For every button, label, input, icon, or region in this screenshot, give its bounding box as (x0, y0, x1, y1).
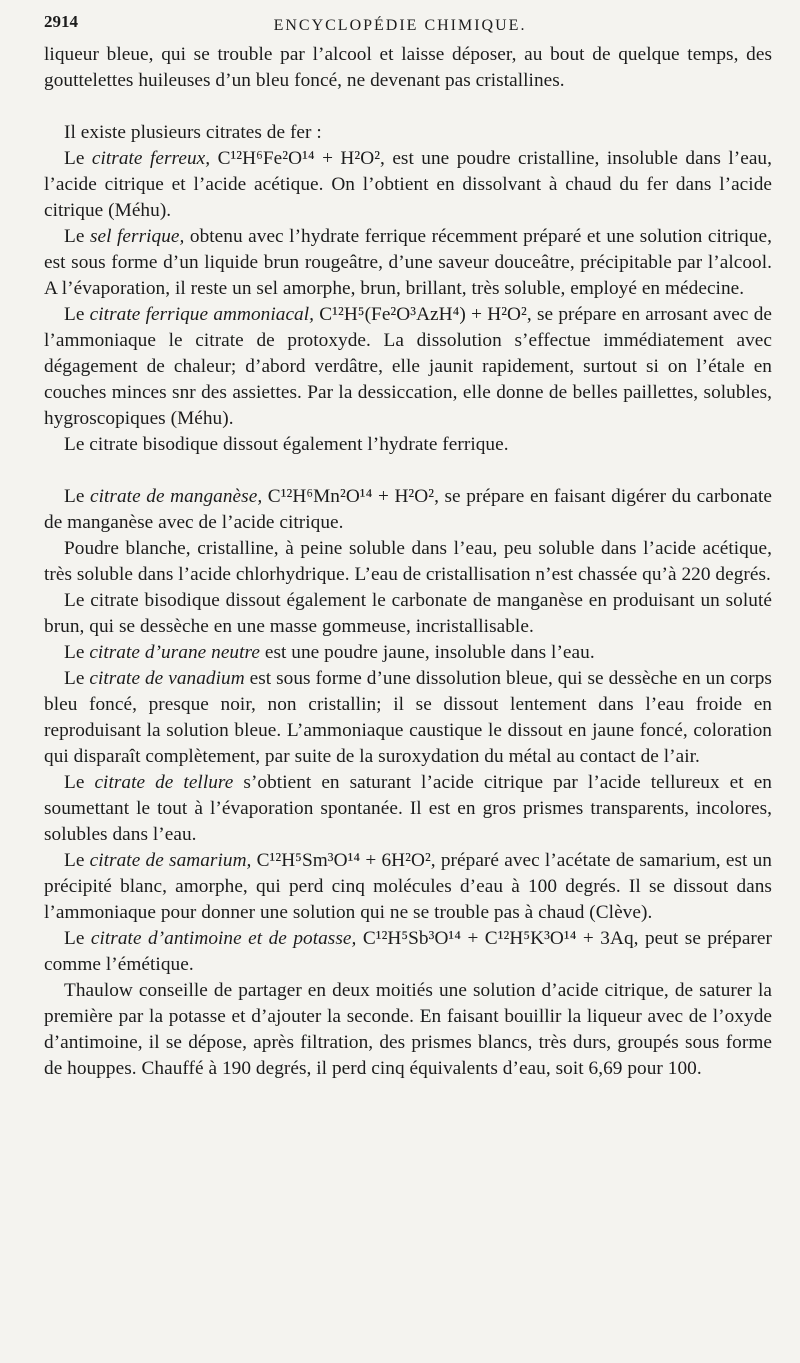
page-header (44, 12, 772, 42)
paragraph: Le citrate de samarium, C¹²H⁵Sm³O¹⁴ + 6H²O², préparé avec l’acétate de samarium, est un précipité blanc, amorphe, qui perd cinq molécules d’eau à 100 degrés. Il se dissout dans l’ammoniaque pour donner une solution qui ne se trouble pas à chaud (Clève). (44, 850, 772, 923)
paragraph: Le citrate de tellure s’obtient en saturant l’acide citrique par l’acide tellureux et en soumettant le tout à l’évaporation spontanée. Il est en gros prismes transparents, incolores, solubles dans l’eau. (44, 772, 772, 845)
paragraph: Le citrate d’urane neutre est une poudre jaune, insoluble dans l’eau. (64, 642, 595, 663)
paragraph: Le citrate ferreux, C¹²H⁶Fe²O¹⁴ + H²O², est une poudre cristalline, insoluble dans l’eau, l’acide citrique et l’acide acétique. On l’obtient en dissolvant à chaud du fer dans l’acide citrique (Méhu). (44, 148, 772, 221)
paragraph: liqueur bleue, qui se trouble par l’alcool et laisse déposer, au bout de quelque temps, des gouttelettes huileuses d’un bleu foncé, ne devenant pas cristallines. (44, 44, 772, 91)
compound-name: sel ferrique, (89, 226, 185, 247)
paragraph: Le sel ferrique, obtenu avec l’hydrate ferrique récemment préparé et une solution citrique, est sous forme d’un liquide brun rougeâtre, d’une saveur douceâtre, précipitable par l’alcool. A l’évaporation, il reste un sel amorphe, brun, brillant, très soluble, employé en médecine. (44, 226, 772, 299)
paragraph: Le citrate de vanadium est sous forme d’une dissolution bleue, qui se dessèche en un corps bleu foncé, presque noir, non cristallin; il se dissout lentement dans l’eau froide en reproduisant la solution bleue. L’ammoniaque caustique le dissout en jaune foncé, coloration qui disparaît complètement, par suite de la suroxydation du métal au contact de l’air. (44, 668, 772, 767)
compound-name: citrate ferrique ammoniacal, (89, 304, 315, 325)
compound-name: citrate de vanadium (89, 668, 245, 689)
compound-name: citrate ferreux, (91, 148, 211, 169)
compound-name: citrate d’urane neutre (89, 642, 260, 663)
body-text (44, 42, 772, 1082)
chemical-formula: C¹²H⁵(Fe²O³AzH⁴) + H²O², (319, 304, 532, 325)
compound-name: citrate de tellure (94, 772, 234, 793)
page-number: 2914 (44, 12, 78, 31)
paragraph: Le citrate bisodique dissout également l’hydrate ferrique. (64, 434, 509, 455)
compound-name: citrate de manganèse, (90, 486, 263, 507)
paragraph: Le citrate de manganèse, C¹²H⁶Mn²O¹⁴ + H²O², se prépare en faisant digérer du carbonate de manganèse avec de l’acide citrique. (44, 486, 772, 533)
paragraph: Il existe plusieurs citrates de fer : (64, 122, 322, 143)
chemical-formula: C¹²H⁵Sb³O¹⁴ + C¹²H⁵K³O¹⁴ + 3Aq, (362, 928, 639, 949)
paragraph: Poudre blanche, cristalline, à peine soluble dans l’eau, peu soluble dans l’acide acétique, très soluble dans l’acide chlorhydrique. L’eau de cristallisation n’est chassée qu’à 220 degrés. (44, 538, 772, 585)
paragraph: Le citrate d’antimoine et de potasse, C¹²H⁵Sb³O¹⁴ + C¹²H⁵K³O¹⁴ + 3Aq, peut se préparer comme l’émétique. (44, 928, 772, 975)
running-title: ENCYCLOPÉDIE CHIMIQUE. (273, 17, 527, 34)
chemical-formula: C¹²H⁶Mn²O¹⁴ + H²O², (267, 486, 439, 507)
chemical-formula: C¹²H⁶Fe²O¹⁴ + H²O², (217, 148, 385, 169)
paragraph: Le citrate ferrique ammoniacal, C¹²H⁵(Fe²O³AzH⁴) + H²O², se prépare en arrosant avec de l’ammoniaque le citrate de protoxyde. La dissolution s’effectue immédiatement avec dégagement de chaleur; d’abord verdâtre, elle jaunit rapidement, surtout si on l’étale en couches minces snr des assiettes. Par la dessiccation, elle donne de belles paillettes, solubles, hygroscopiques (Méhu). (44, 304, 773, 429)
compound-name: citrate de samarium, (89, 850, 252, 871)
paragraph: Thaulow conseille de partager en deux moitiés une solution d’acide citrique, de saturer la première par la potasse et d’ajouter la seconde. En faisant bouillir la liqueur avec de l’oxyde d’antimoine, il se dépose, après filtration, des prismes blancs, très durs, groupés sous forme de houppes. Chauffé à 190 degrés, il perd cinq équivalents d’eau, soit 6,69 pour 100. (44, 980, 772, 1079)
compound-name: citrate d’antimoine et de potasse, (90, 928, 357, 949)
paragraph: Le citrate bisodique dissout également le carbonate de manganèse en produisant un soluté brun, qui se dessèche en une masse gommeuse, incristallisable. (44, 590, 772, 637)
chemical-formula: C¹²H⁵Sm³O¹⁴ + 6H²O², (256, 850, 436, 871)
